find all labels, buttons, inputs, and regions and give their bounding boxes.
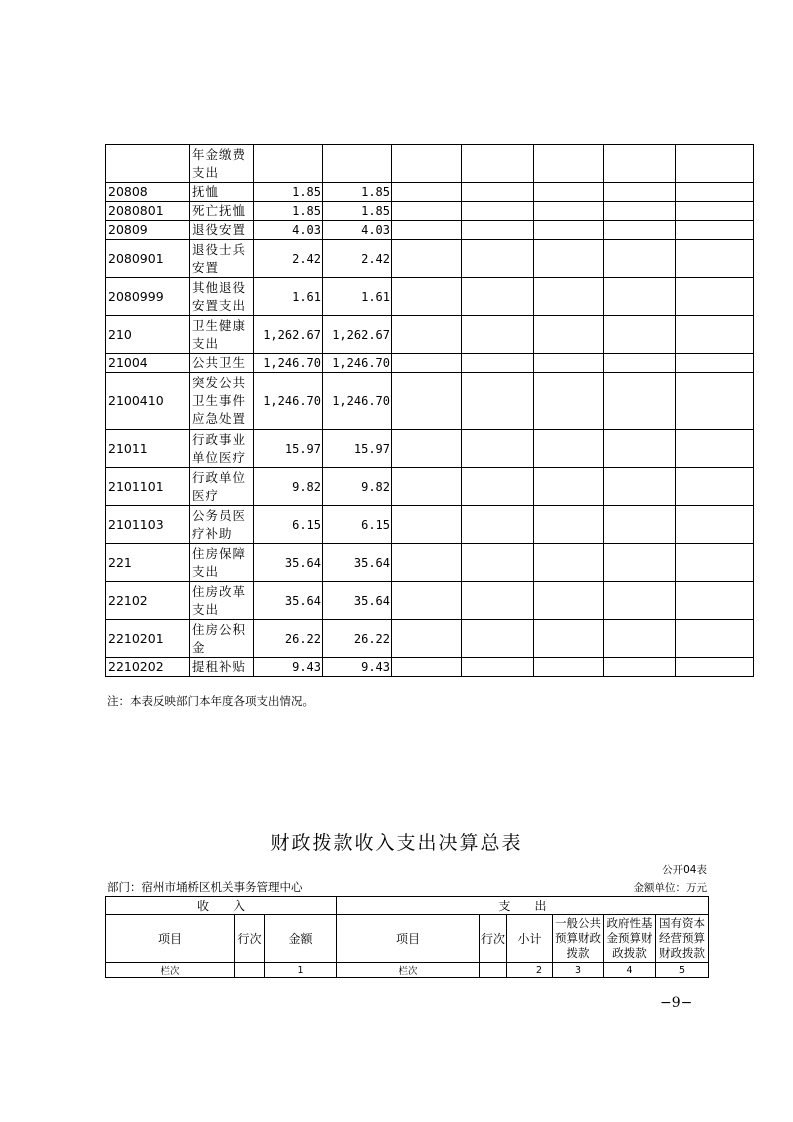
col-item: 项目 [106,915,235,963]
table-row [106,506,754,544]
empty-cell [462,221,534,240]
expense-detail-body [106,145,754,677]
row-label-income: 栏次 [106,963,235,978]
empty-cell [676,221,754,240]
empty-cell [392,316,462,354]
empty-cell [462,316,534,354]
row-code: 2080801 [106,202,190,221]
empty-cell [534,658,604,677]
col-amount: 金额 [265,915,337,963]
row-basic: 15.97 [323,430,392,468]
empty-cell [462,240,534,278]
row-name: 行政事业 单位医疗 [190,430,254,468]
empty-cell [462,620,534,658]
row-name: 其他退役 安置支出 [190,278,254,316]
empty-cell [235,963,265,978]
index-1: 1 [265,963,337,978]
empty-cell [392,506,462,544]
empty-cell [534,430,604,468]
empty-cell [604,506,676,544]
empty-cell [462,506,534,544]
empty-cell [676,354,754,373]
row-total: 35.64 [254,582,323,620]
row-code: 21004 [106,354,190,373]
row-total: 35.64 [254,544,323,582]
row-code: 21011 [106,430,190,468]
empty-cell [462,373,534,430]
income-header: 收 入 [106,897,337,915]
empty-cell [392,373,462,430]
row-total: 1.85 [254,202,323,221]
row-name: 公共卫生 [190,354,254,373]
empty-cell [534,202,604,221]
empty-cell [462,658,534,677]
row-code: 2100410 [106,373,190,430]
row-basic: 1.85 [323,183,392,202]
table-row [106,430,754,468]
col-subtotal: 小计 [507,915,553,963]
row-total: 2.42 [254,240,323,278]
row-name: 抚恤 [190,183,254,202]
col-state-capital: 国有资本经营预算财政拨款 [656,915,709,963]
empty-cell [604,658,676,677]
empty-cell [392,278,462,316]
department-label: 部门：宿州市埇桥区机关事务管理中心 [107,880,303,894]
table-row [106,468,754,506]
empty-cell [676,658,754,677]
row-name: 退役士兵 安置 [190,240,254,278]
col-general-budget: 一般公共预算财政拨款 [553,915,604,963]
empty-cell [676,620,754,658]
empty-cell [604,202,676,221]
table-note: 注：本表反映部门本年度各项支出情况。 [107,694,314,708]
empty-cell [462,278,534,316]
empty-cell [604,278,676,316]
empty-cell [392,354,462,373]
empty-cell [392,145,462,183]
empty-cell [534,316,604,354]
row-code: 210 [106,316,190,354]
empty-cell [534,278,604,316]
row-name: 住房公积 金 [190,620,254,658]
row-code: 2080999 [106,278,190,316]
row-basic: 6.15 [323,506,392,544]
empty-cell [604,240,676,278]
row-label-expense: 栏次 [337,963,480,978]
summary-title: 财政拨款收入支出决算总表 [270,832,523,854]
page-number: −9− [660,995,693,1011]
row-total: 9.82 [254,468,323,506]
index-2: 2 [507,963,553,978]
empty-cell [462,582,534,620]
table-row [106,373,754,430]
table-row [106,582,754,620]
empty-cell [604,354,676,373]
table-row [106,278,754,316]
empty-cell [480,963,507,978]
empty-cell [676,468,754,506]
empty-cell [534,183,604,202]
row-basic: 26.22 [323,620,392,658]
row-name: 住房改革 支出 [190,582,254,620]
row-total: 1,246.70 [254,354,323,373]
row-basic: 9.43 [323,658,392,677]
row-code: 2101103 [106,506,190,544]
empty-cell [392,544,462,582]
table-row [106,658,754,677]
empty-cell [534,582,604,620]
table-row [106,145,754,183]
index-3: 3 [553,963,604,978]
row-code: 2101101 [106,468,190,506]
empty-cell [676,278,754,316]
empty-cell [534,506,604,544]
row-code: 2210201 [106,620,190,658]
table-row [106,202,754,221]
row-code: 2080901 [106,240,190,278]
row-name: 突发公共 卫生事件 应急处置 [190,373,254,430]
expense-header: 支 出 [337,897,709,915]
row-total: 26.22 [254,620,323,658]
empty-cell [676,202,754,221]
empty-cell [534,354,604,373]
col-line: 行次 [235,915,265,963]
empty-cell [392,620,462,658]
empty-cell [392,468,462,506]
col-line-expense: 行次 [480,915,507,963]
row-name: 卫生健康 支出 [190,316,254,354]
empty-cell [534,145,604,183]
row-total: 1.61 [254,278,323,316]
empty-cell [462,430,534,468]
row-code: 2210202 [106,658,190,677]
empty-cell [676,373,754,430]
row-basic [323,145,392,183]
empty-cell [604,468,676,506]
empty-cell [392,240,462,278]
row-basic: 1.61 [323,278,392,316]
empty-cell [604,430,676,468]
table-row [106,316,754,354]
empty-cell [676,316,754,354]
empty-cell [462,145,534,183]
empty-cell [534,221,604,240]
empty-cell [676,582,754,620]
empty-cell [534,544,604,582]
index-5: 5 [656,963,709,978]
empty-cell [392,221,462,240]
row-total: 6.15 [254,506,323,544]
row-code [106,145,190,183]
row-total: 1,262.67 [254,316,323,354]
empty-cell [392,582,462,620]
row-basic: 9.82 [323,468,392,506]
row-total: 9.43 [254,658,323,677]
row-total: 15.97 [254,430,323,468]
col-fund-budget: 政府性基金预算财政拨款 [604,915,656,963]
empty-cell [534,240,604,278]
empty-cell [676,506,754,544]
row-basic: 1,246.70 [323,373,392,430]
empty-cell [462,354,534,373]
empty-cell [676,544,754,582]
table-row [106,221,754,240]
row-name: 住房保障 支出 [190,544,254,582]
empty-cell [676,183,754,202]
empty-cell [392,430,462,468]
empty-cell [534,468,604,506]
row-name: 年金缴费 支出 [190,145,254,183]
table-row [106,620,754,658]
row-basic: 35.64 [323,544,392,582]
table-row [106,354,754,373]
row-name: 行政单位 医疗 [190,468,254,506]
empty-cell [462,202,534,221]
empty-cell [462,183,534,202]
table-row [106,240,754,278]
row-basic: 1.85 [323,202,392,221]
col-item-expense: 项目 [337,915,480,963]
empty-cell [604,145,676,183]
empty-cell [676,430,754,468]
form-code: 公开04表 [662,864,707,876]
row-name: 提租补贴 [190,658,254,677]
empty-cell [392,202,462,221]
row-basic: 1,262.67 [323,316,392,354]
empty-cell [604,221,676,240]
table-row [106,183,754,202]
row-total: 4.03 [254,221,323,240]
empty-cell [534,373,604,430]
row-code: 22102 [106,582,190,620]
empty-cell [534,620,604,658]
row-code: 221 [106,544,190,582]
empty-cell [462,544,534,582]
empty-cell [604,544,676,582]
row-code: 20808 [106,183,190,202]
empty-cell [676,240,754,278]
empty-cell [392,658,462,677]
row-total [254,145,323,183]
empty-cell [676,145,754,183]
row-basic: 1,246.70 [323,354,392,373]
expense-detail-table [105,144,754,677]
empty-cell [604,582,676,620]
row-code: 20809 [106,221,190,240]
index-4: 4 [604,963,656,978]
row-name: 死亡抚恤 [190,202,254,221]
empty-cell [392,183,462,202]
row-basic: 4.03 [323,221,392,240]
row-total: 1,246.70 [254,373,323,430]
empty-cell [604,183,676,202]
row-name: 公务员医 疗补助 [190,506,254,544]
empty-cell [604,620,676,658]
amount-unit: 金额单位：万元 [633,882,707,894]
row-total: 1.85 [254,183,323,202]
row-name: 退役安置 [190,221,254,240]
empty-cell [604,316,676,354]
row-basic: 35.64 [323,582,392,620]
row-basic: 2.42 [323,240,392,278]
table-row [106,544,754,582]
summary-table [105,896,709,978]
empty-cell [604,373,676,430]
empty-cell [462,468,534,506]
